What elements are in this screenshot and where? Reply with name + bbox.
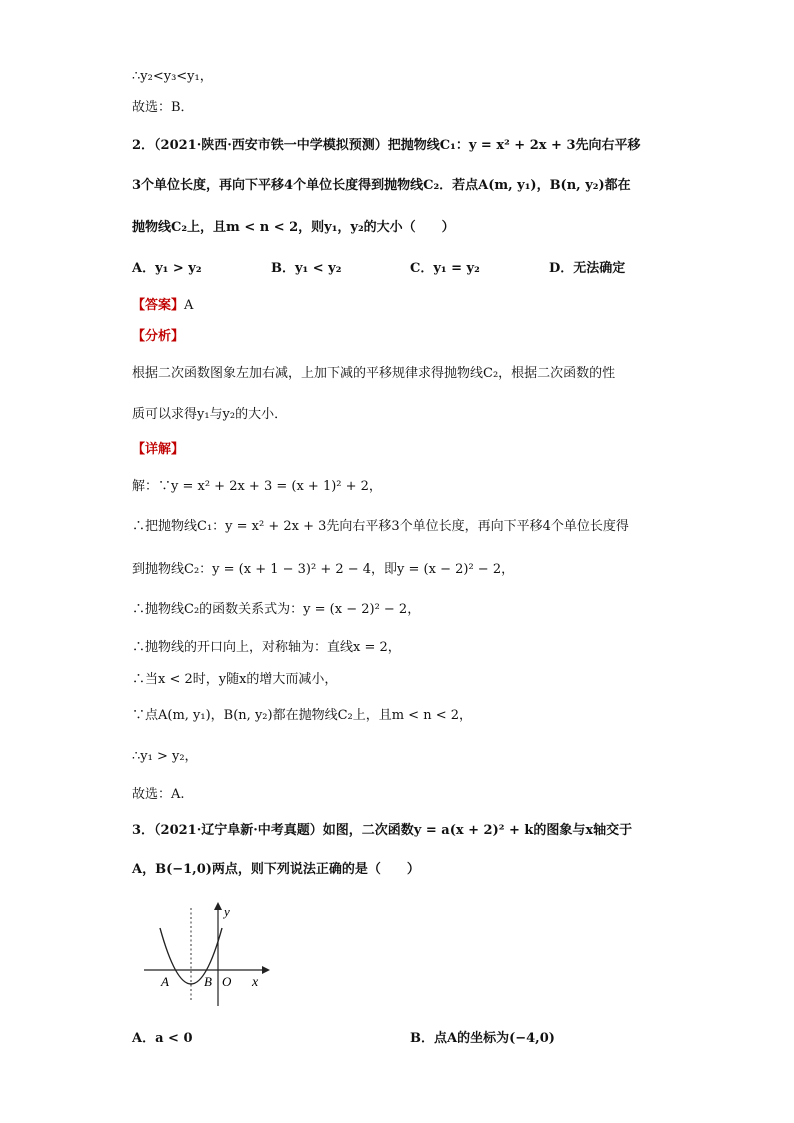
line-choice-b: 故选：B．	[132, 100, 194, 115]
detail-line-1: 解：∵y = x² + 2x + 3 = (x + 1)² + 2，	[132, 479, 382, 494]
y-axis-arrow	[214, 902, 222, 910]
analysis-line-1: 根据二次函数图象左加右减，上加下减的平移规律求得抛物线C₂，根据二次函数的性	[132, 366, 616, 381]
line-conclusion: ∴y₂<y₃<y₁，	[132, 69, 213, 84]
q3-option-a: A．a < 0	[132, 1031, 193, 1046]
point-a-label: A	[161, 974, 169, 989]
detail-tag: 【详解】	[132, 442, 185, 457]
q3-line-1: 3．（2021·辽宁阜新·中考真题）如图，二次函数y = a(x + 2)² + k的图象与x轴交于	[132, 823, 633, 838]
answer-value: A	[184, 298, 194, 313]
detail-line-3: 到抛物线C₂：y = (x + 1 − 3)² + 2 − 4，即y = (x − 2)² − 2，	[132, 562, 515, 577]
detail-line-8: ∴y₁ > y₂，	[132, 749, 198, 764]
q2-line-2: 3个单位长度，再向下平移4个单位长度得到抛物线C₂．若点A(m, y₁)，B(n, y₂)都在	[132, 178, 631, 193]
origin-label: O	[222, 974, 232, 989]
detail-line-9: 故选：A.	[132, 787, 185, 802]
detail-line-6: ∴当x < 2时，y随x的增大而减小，	[132, 672, 338, 687]
point-b-label: B	[204, 974, 212, 989]
detail-line-4: ∴抛物线C₂的函数关系式为：y = (x − 2)² − 2，	[132, 602, 421, 617]
q2-line-1: 2．（2021·陕西·西安市铁一中学模拟预测）把抛物线C₁：y = x² + 2x + 3先向右平移	[132, 138, 641, 153]
detail-line-7: ∵点A(m, y₁)，B(n, y₂)都在抛物线C₂上，且m < n < 2，	[132, 708, 473, 723]
analysis-tag: 【分析】	[132, 329, 185, 344]
detail-line-2: ∴把抛物线C₁：y = x² + 2x + 3先向右平移3个单位长度，再向下平移4个单位长度得	[132, 519, 629, 534]
answer-line	[132, 296, 193, 316]
q3-option-b: B．点A的坐标为(−4,0)	[410, 1031, 555, 1046]
answer-tag: 【答案】	[132, 298, 185, 313]
q3-line-2: A，B(−1,0)两点，则下列说法正确的是（ ）	[132, 862, 420, 877]
q2-line-3: 抛物线C₂上，且m < n < 2，则y₁，y₂的大小（ ）	[132, 220, 455, 235]
y-axis-label: y	[224, 904, 230, 919]
detail-line-5: ∴抛物线的开口向上，对称轴为：直线x = 2，	[132, 640, 401, 655]
q2-option-c: C．y₁ = y₂	[410, 261, 480, 276]
q2-option-d: D．无法确定	[549, 261, 626, 276]
parabola-figure	[140, 898, 270, 1008]
x-axis-label: x	[252, 975, 259, 990]
x-axis-arrow	[262, 966, 270, 974]
q2-option-b: B．y₁ < y₂	[271, 261, 342, 276]
q2-option-a: A．y₁ > y₂	[132, 261, 202, 276]
analysis-line-2: 质可以求得y₁与y₂的大小．	[132, 407, 288, 422]
